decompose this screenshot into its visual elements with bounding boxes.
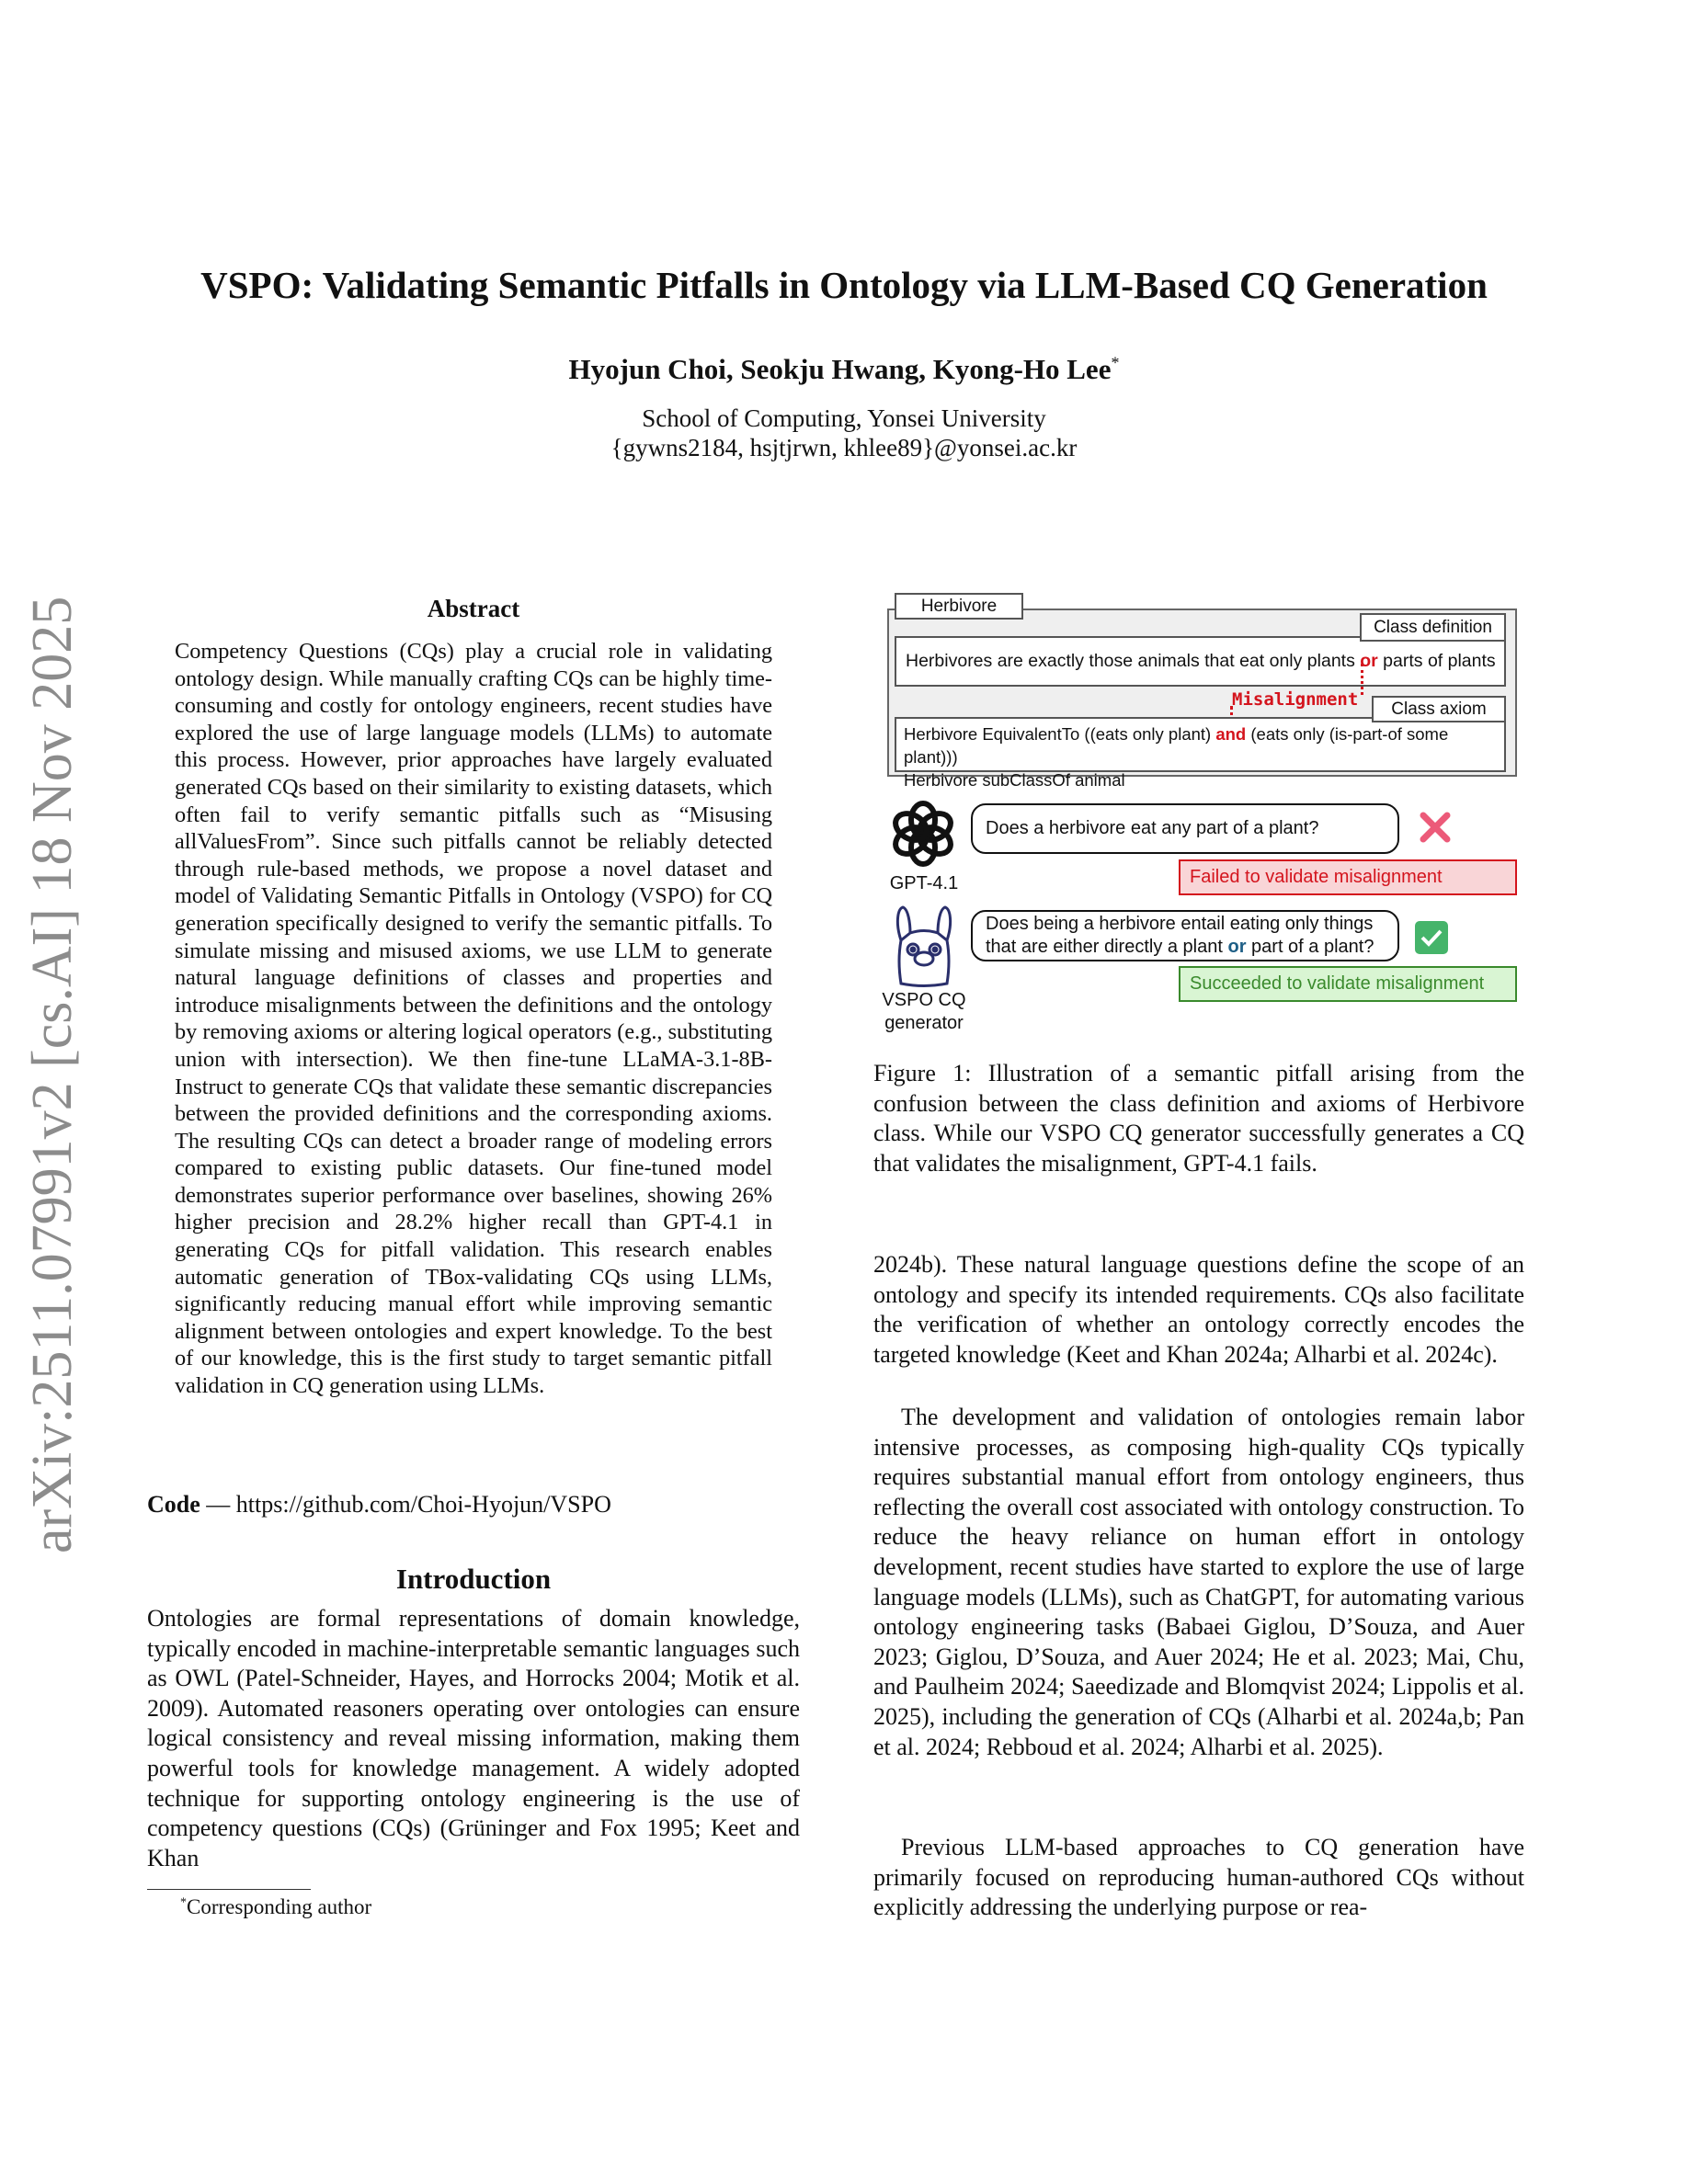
axiom-and: and — [1215, 724, 1247, 744]
cross-mark-icon — [1419, 811, 1452, 848]
vspo-question-line2-end: part of a plant? — [1246, 937, 1374, 957]
definition-text-end: parts of plants — [1377, 651, 1496, 671]
footnote-mark: * — [180, 1895, 187, 1910]
gpt-question-bubble: Does a herbivore eat any part of a plant? — [971, 803, 1399, 854]
authors — [0, 353, 1688, 386]
footnote-rule — [147, 1889, 311, 1890]
misalignment-connector-top — [1361, 664, 1363, 695]
axiom-line-2: Herbivore subClassOf animal — [904, 770, 1125, 790]
check-mark-icon — [1415, 921, 1448, 954]
vspo-question-or: or — [1227, 937, 1247, 957]
failed-status-box: Failed to validate misalignment — [1179, 859, 1517, 895]
vspo-question-bubble — [971, 910, 1399, 961]
right-paragraph-1: 2024b). These natural language questions define the scope of an ontology and specify its intended requirements. CQs also facilitate the verification of whether an ontology correctly encodes the targeted knowledge (Keet and Khan 2024a; Alharbi et al. 2024c). — [873, 1251, 1524, 1368]
definition-text: Herbivores are exactly those animals that eat only plants — [906, 651, 1361, 671]
introduction-heading: Introduction — [395, 1563, 552, 1595]
code-link[interactable]: https://github.com/Choi-Hyojun/VSPO — [235, 1491, 611, 1518]
abstract-heading: Abstract — [427, 595, 520, 622]
vspo-question-line1: Does being a herbivore entail eating only things — [986, 914, 1374, 934]
vspo-label-line1: VSPO CQ — [882, 990, 966, 1010]
code-line — [147, 1491, 611, 1519]
class-definition-label: Class definition — [1360, 613, 1506, 642]
class-axiom-box — [895, 717, 1506, 790]
right-paragraph-3: Previous LLM-based approaches to CQ generation have primarily focused on reproducing human-authored CQs without explicitly addressing the underlying purpose or rea- — [873, 1834, 1524, 1921]
author-names: Hyojun Choi, Seokju Hwang, Kyong-Ho Lee — [568, 353, 1112, 385]
intro-paragraph: Ontologies are formal representations of domain knowledge, typically encoded in machine-interpretable semantic languages such as OWL (Patel-Schneider, Hayes, and Horrocks 2004; Motik et al. 2009). Automated reasoners operating over ontologies can ensure logical consistency and reveal missing information, making them powerful tools for knowledge management. A widely adopted technique for supporting ontology engineering is the use of competency questions (CQs) (Grüninger and Fox 1995; Keet and Khan — [147, 1605, 800, 1871]
code-separator: — — [200, 1491, 236, 1518]
arxiv-identifier: arXiv:2511.07991v2 [cs.AI] 18 Nov 2025 — [21, 596, 84, 1553]
footnote-text: Corresponding author — [187, 1895, 372, 1918]
class-definition-box — [895, 636, 1506, 687]
openai-logo-icon — [889, 800, 957, 872]
code-label: Code — [147, 1491, 200, 1518]
llama-logo-icon — [892, 905, 956, 993]
figure-caption: Figure 1: Illustration of a semantic pitfall arising from the confusion between the class definition and axioms of Herbivore class. While our VSPO CQ generator successfully generates a CQ that validates the misalignment, GPT-4.1 fails. — [873, 1060, 1524, 1177]
author-footnote-mark: * — [1111, 353, 1120, 372]
footnote — [180, 1895, 371, 1919]
gpt-label: GPT-4.1 — [889, 873, 959, 893]
affiliation: School of Computing, Yonsei University — [642, 404, 1046, 432]
misalignment-label: Misalignment — [1232, 689, 1359, 710]
paper-title: VSPO: Validating Semantic Pitfalls in Ontology via LLM-Based CQ Generation — [200, 264, 1488, 306]
class-axiom-label: Class axiom — [1372, 696, 1506, 722]
vspo-label — [869, 989, 979, 1035]
axiom-text: Herbivore EquivalentTo ((eats only plant) — [904, 724, 1216, 744]
vspo-label-line2: generator — [884, 1013, 964, 1033]
class-name-tab: Herbivore — [895, 593, 1023, 620]
definition-or: or — [1360, 651, 1378, 671]
abstract-text: Competency Questions (CQs) play a crucial role in validating ontology design. While manually crafting CQs can be highly time-consuming and costly for ontology engineers, recent studies have explored the use of large language models (LLMs) to automate this process. However, prior approaches have largely evaluated generated CQs based on their similarity to existing datasets, which often fail to verify semantic pitfalls such as “Misusing allValuesFrom”. Since such pitfalls cannot be reliably detected through rule-based methods, we propose a novel dataset and model of Validating Semantic Pitfalls in Ontology (VSPO) for CQ generation specifically designed to verify the semantic pitfalls. To simulate missing and misused axioms, we use LLM to generate natural language definitions of classes and properties and introduce misalignments between the definitions and the ontology by removing axioms or altering logical operators (e.g., substituting union with intersection). We then fine-tune LLaMA-3.1-8B-Instruct to generate CQs that validate these semantic discrepancies between the provided definitions and the corresponding axioms. The resulting CQs can detect a broader range of modeling errors compared to existing public datasets. Our fine-tuned model demonstrates superior performance over baselines, showing 26% higher precision and 28.2% higher recall than GPT-4.1 in generating CQs for pitfall validation. This research enables automatic generation of TBox-validating CQs using LLMs, significantly reducing manual effort while improving semantic alignment between ontologies and expert knowledge. To the best of our knowledge, this is the first study to target semantic pitfall validation in CQ generation using LLMs. — [175, 639, 772, 1399]
succeeded-status-box: Succeeded to validate misalignment — [1179, 966, 1517, 1002]
right-paragraph-2: The development and validation of ontologies remain labor intensive processes, as composing high-quality CQs typically requires substantial manual effort from ontology engineers, thus reflecting the overall cost associated with ontology construction. To reduce the heavy reliance on human effort in ontology development, recent studies have started to explore the use of large language models (LLMs), such as ChatGPT, for automating various ontology engineering tasks (Babaei Giglou, D’Souza, and Auer 2023; Giglou, D’Souza, and Auer 2024; He et al. 2023; Mai, Chu, and Paulheim 2024; Saeedizade and Blomqvist 2024; Lippolis et al. 2025), including the generation of CQs (Alharbi et al. 2024a,b; Pan et al. 2024; Rebboud et al. 2024; Alharbi et al. 2025). — [873, 1404, 1524, 1760]
vspo-question-line2: that are either directly a plant — [986, 937, 1228, 957]
axiom-text-end: (eats only (is-part-of some plant))) — [904, 724, 1449, 767]
emails: {gywns2184, hsjtjrwn, khlee89}@yonsei.ac.kr — [610, 434, 1078, 461]
